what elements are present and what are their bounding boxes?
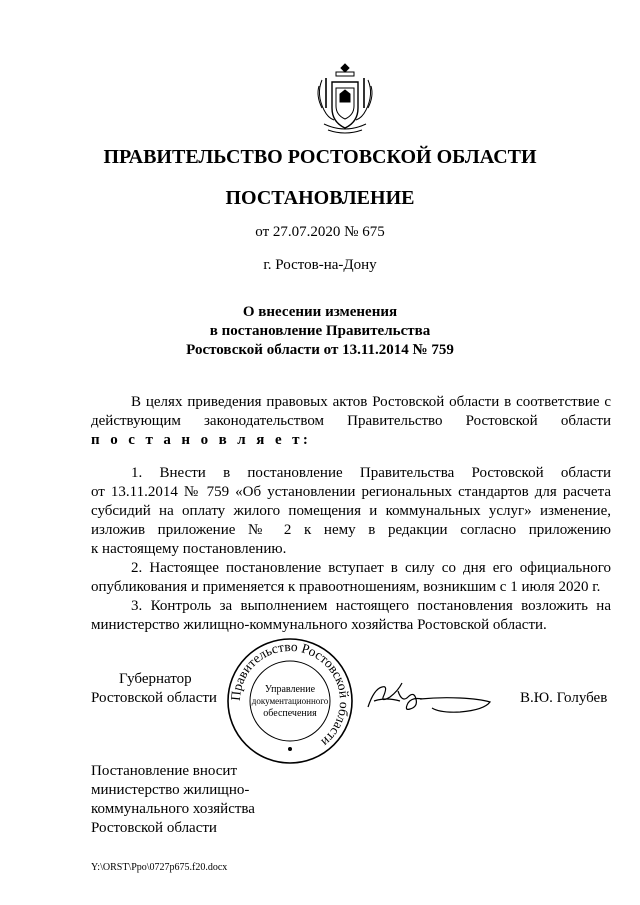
note-line: Постановление вносит bbox=[91, 763, 238, 779]
document-subject bbox=[0, 303, 640, 360]
note-line: коммунального хозяйства bbox=[91, 801, 255, 817]
document-date-number: от 27.07.2020 № 675 bbox=[255, 224, 385, 240]
item-2-line: опубликования и применяется к правоотношениям, возникшим с 1 июля 2020 г. bbox=[91, 579, 601, 595]
signatory-title bbox=[91, 670, 217, 708]
subject-line: Ростовской области от 13.11.2014 № 759 bbox=[186, 342, 454, 358]
submitted-by-note bbox=[91, 762, 255, 838]
file-path: Y:\ORST\Ppo\0727p675.f20.docx bbox=[91, 862, 228, 873]
coat-of-arms-icon bbox=[314, 60, 376, 136]
signatory-title-line: Губернатор bbox=[119, 671, 192, 687]
note-line: министерство жилищно- bbox=[91, 782, 250, 798]
item-1-line: от 13.11.2014 № 759 «Об установлении региональных стандартов для расчета bbox=[91, 484, 611, 500]
seal-outer-text: Правительство Ростовской области bbox=[227, 638, 353, 750]
item-3-line: 3. Контроль за выполнением настоящего постановления возложить на bbox=[131, 598, 611, 614]
preamble-line: В целях приведения правовых актов Ростовской области в соответствие с bbox=[131, 394, 611, 410]
seal-inner-text: Управление bbox=[264, 684, 316, 695]
item-3-line: министерство жилищно-коммунального хозяйства Ростовской области. bbox=[91, 617, 547, 633]
item-2-line: 2. Настоящее постановление вступает в силу со дня его официального bbox=[131, 560, 611, 576]
official-seal bbox=[226, 637, 354, 765]
handwritten-signature bbox=[364, 677, 494, 717]
subject-line: О внесении изменения bbox=[242, 304, 398, 320]
decree-word: п о с т а н о в л я е т: bbox=[91, 432, 312, 448]
subject-line: в постановление Правительства bbox=[209, 323, 431, 339]
item-1-line: 1. Внести в постановление Правительства Ростовской области bbox=[131, 465, 611, 481]
note-line: Ростовской области bbox=[91, 820, 217, 836]
seal-inner-text: документационного bbox=[251, 696, 329, 706]
item-1-line: изложив приложение № 2 к нему в редакции согласно приложению bbox=[91, 522, 611, 538]
document-type: ПОСТАНОВЛЕНИЕ bbox=[225, 187, 415, 209]
item-1-line: к настоящему постановлению. bbox=[91, 541, 287, 557]
decree-items bbox=[91, 464, 611, 635]
signatory-title-line: Ростовской области bbox=[91, 690, 217, 706]
seal-inner-text: обеспечения bbox=[263, 708, 317, 719]
preamble bbox=[91, 393, 611, 450]
signer-name: В.Ю. Голубев bbox=[520, 690, 608, 706]
preamble-line: действующим законодательством Правительство Ростовской области bbox=[91, 413, 611, 429]
government-title: ПРАВИТЕЛЬСТВО РОСТОВСКОЙ ОБЛАСТИ bbox=[103, 146, 537, 168]
item-1-line: субсидий на оплату жилого помещения и коммунальных услуг» изменение, bbox=[91, 503, 611, 519]
document-city: г. Ростов-на-Дону bbox=[263, 257, 377, 273]
